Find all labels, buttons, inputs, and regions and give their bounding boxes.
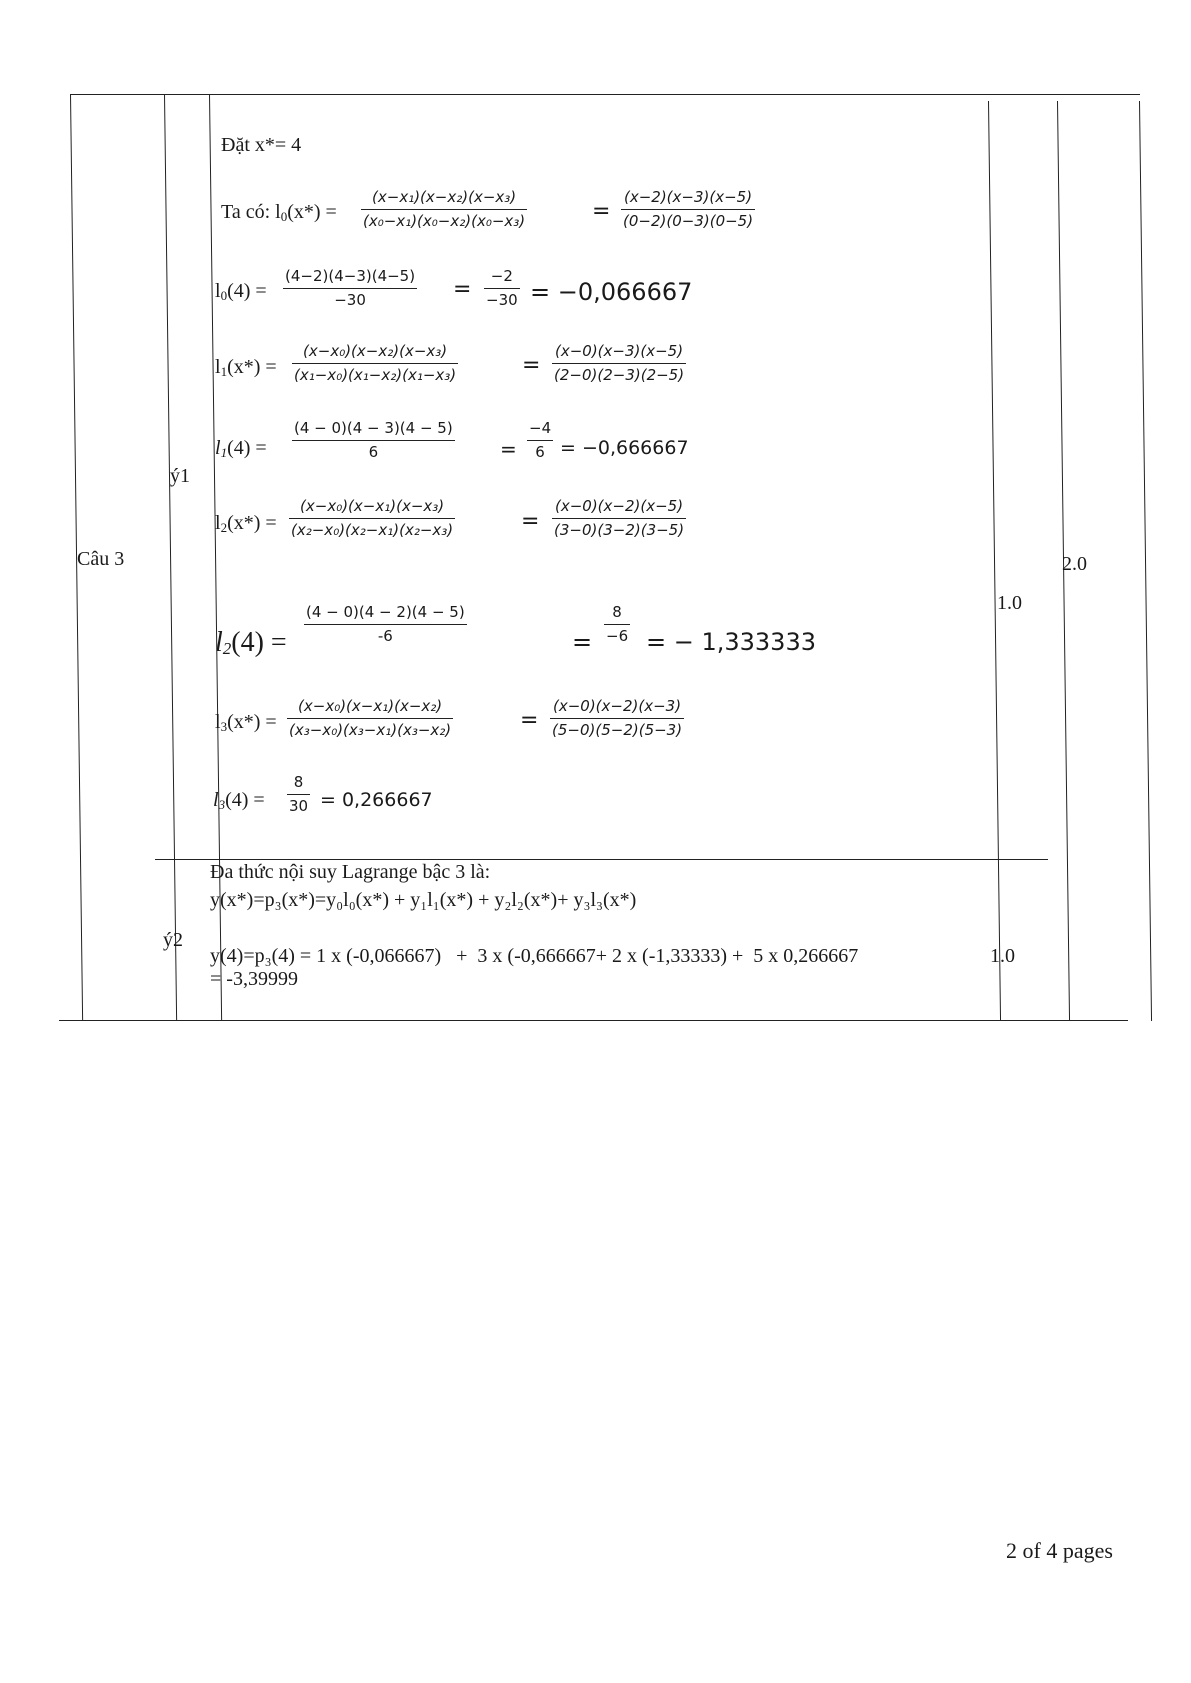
l24-fraction-1: (4 − 0)(4 − 2)(4 − 5) -6 [306, 603, 465, 645]
table-bottom-border [59, 1020, 1128, 1021]
l2-fraction-2: (x−0)(x−2)(x−5) (3−0)(3−2)(3−5) [554, 497, 685, 539]
equals-sign: = [592, 199, 611, 224]
y2-line-2: y(x*)=p₃(x*)=y₀l₀(x*) + y₁l₁(x*) + y₂l₂(x*)+ y₃l₃(x*) [210, 889, 637, 911]
score-y2: 1.0 [990, 945, 1015, 967]
part-label-y2: ý2 [163, 929, 183, 951]
col-divider-1 [164, 94, 177, 1021]
l04-result: = −0,066667 [530, 278, 693, 306]
l2-fraction-1: (x−x₀)(x−x₁)(x−x₃) (x₂−x₀)(x₂−x₁)(x₂−x₃) [291, 497, 454, 539]
l34-fraction: 8 30 [289, 773, 309, 815]
l3-fraction-2: (x−0)(x−2)(x−3) (5−0)(5−2)(5−3) [552, 697, 683, 739]
l24-fraction-2: 8 −6 [606, 603, 629, 645]
row-divider [155, 859, 1048, 860]
l1-label: $l_1(x*)$ = [215, 356, 277, 379]
l14-fraction-2: −4 6 [529, 419, 552, 461]
score-y1: 1.0 [997, 592, 1022, 614]
y2-line-4: = -3,39999 [210, 968, 298, 990]
l3-label: $l_3(x*)$ = [215, 711, 277, 734]
l14-result: = −0,666667 [560, 437, 689, 459]
l0-label: Ta có: $l_0(x*)$ = [221, 201, 337, 224]
table-top-border [71, 94, 1140, 95]
l1-fraction-2: (x−0)(x−3)(x−5) (2−0)(2−3)(2−5) [554, 342, 685, 384]
l34-label: $l_3(4)$ = [213, 789, 265, 812]
equals-sign: = [522, 353, 541, 378]
l3-fraction-1: (x−x₀)(x−x₁)(x−x₂) (x₃−x₀)(x₃−x₁)(x₃−x₂) [289, 697, 452, 739]
question-label: Câu 3 [77, 548, 125, 570]
y2-line-3: y(4)=p₃(4) = 1 x (-0,066667) + 3 x (-0,666667+ 2 x (-1,33333) + 5 x 0,266667 [210, 945, 859, 967]
l34-result: = 0,266667 [320, 789, 433, 811]
l14-fraction-1: (4 − 0)(4 − 3)(4 − 5) 6 [294, 419, 453, 461]
l2-label: $l_2(x*)$ = [215, 512, 277, 535]
col-divider-3 [988, 101, 1001, 1021]
table-right-border [1139, 101, 1152, 1021]
l14-label: $l_1(4)$ = [215, 437, 267, 460]
equals-sign: = [453, 277, 472, 302]
total-score: 2.0 [1062, 553, 1087, 575]
equals-sign: = [520, 708, 539, 733]
y2-line-1: Đa thức nội suy Lagrange bậc 3 là: [210, 861, 491, 883]
l04-fraction-1: (4−2)(4−3)(4−5) −30 [285, 267, 416, 309]
l1-fraction-1: (x−x₀)(x−x₂)(x−x₃) (x₁−x₀)(x₁−x₂)(x₁−x₃) [294, 342, 457, 384]
set-x-line: Đặt x*= 4 [221, 134, 302, 156]
l04-fraction-2: −2 −30 [486, 267, 518, 309]
l04-label: $l_0(4)$ = [215, 280, 267, 303]
page-number: 2 of 4 pages [1006, 1538, 1113, 1563]
l24-result: = − 1,333333 [646, 628, 816, 656]
equals-sign: = [521, 509, 540, 534]
l24-label: l2(4) = [215, 627, 287, 658]
l0-fraction-1: (x−x₁)(x−x₂)(x−x₃) (x₀−x₁)(x₀−x₂)(x₀−x₃) [363, 188, 526, 230]
equals-sign: = [572, 628, 593, 656]
equals-sign: = [500, 437, 517, 461]
part-label-y1: ý1 [170, 465, 190, 487]
l0-fraction-2: (x−2)(x−3)(x−5) (0−2)(0−3)(0−5) [623, 188, 754, 230]
